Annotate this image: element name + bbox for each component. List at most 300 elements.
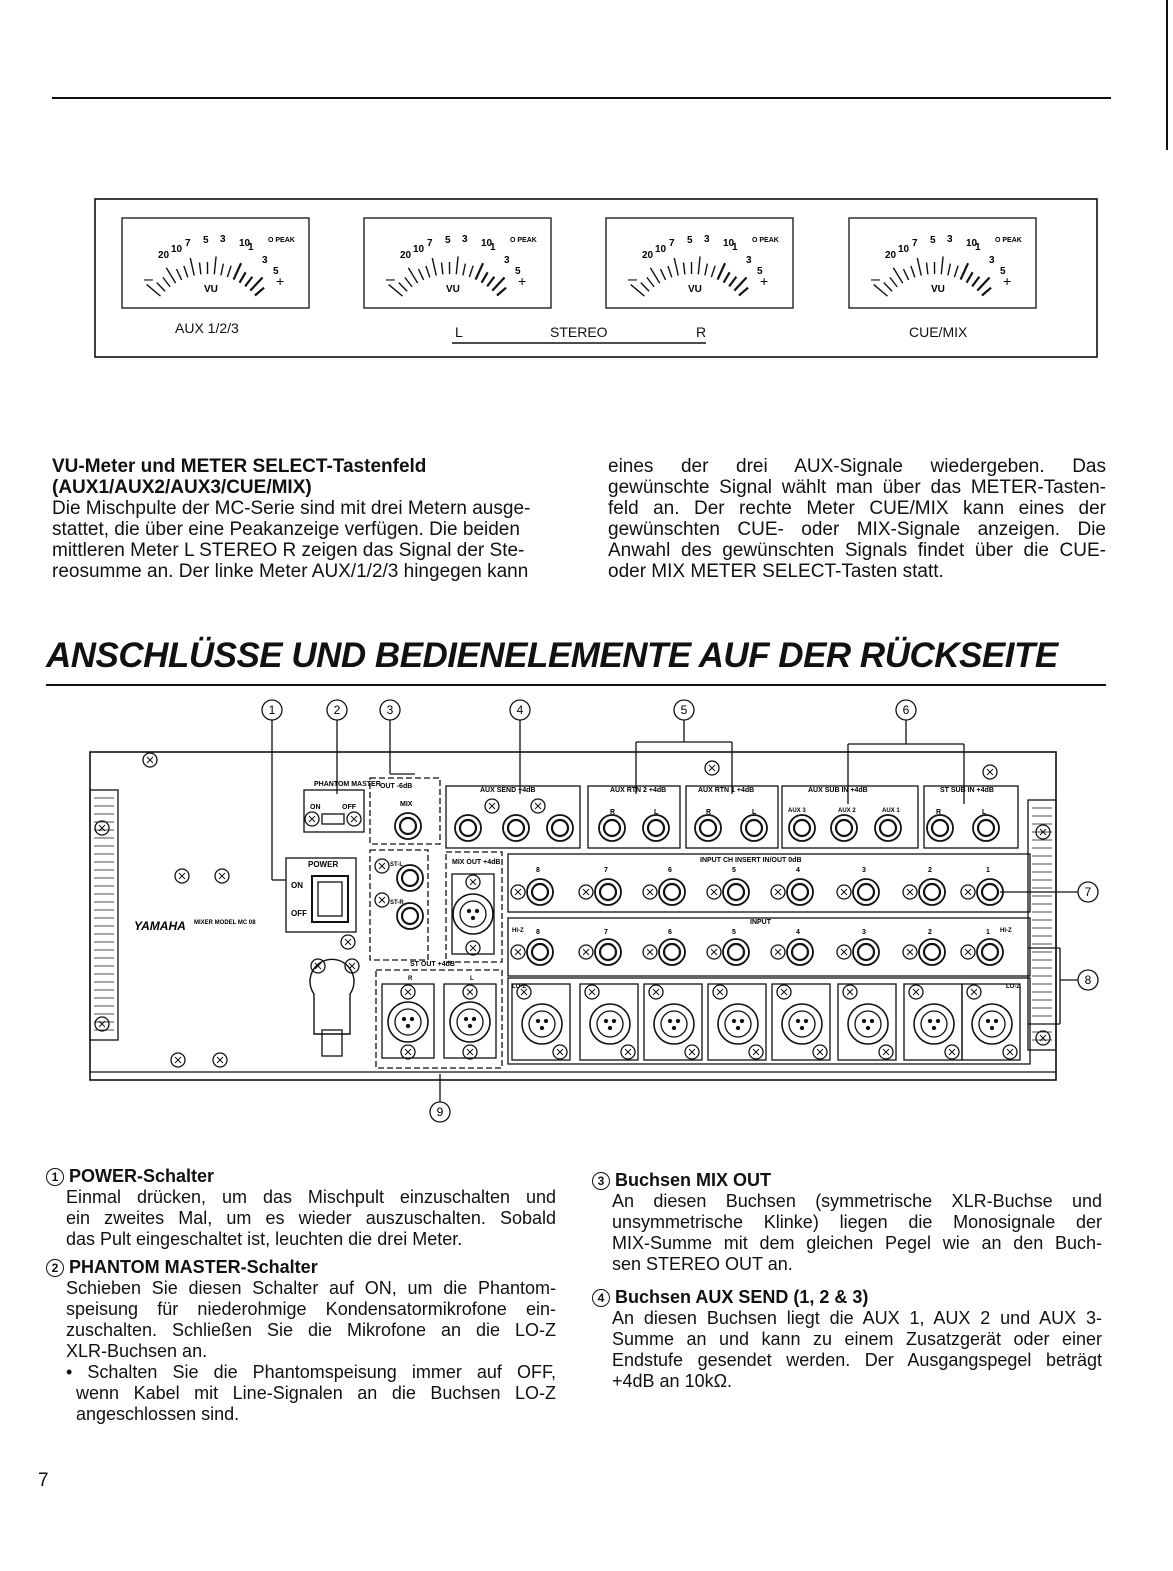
channel-number: 2 <box>928 929 932 936</box>
xlr-pin <box>867 1027 870 1030</box>
xlr-socket-icon <box>597 1011 623 1037</box>
vu-scale-number: 10 <box>723 238 735 249</box>
vu-scale-tick <box>245 277 252 287</box>
st-sub-box <box>924 786 1018 848</box>
phone-jack-icon <box>508 820 524 836</box>
vu-scale-tick <box>426 266 430 277</box>
plus-sign: + <box>760 273 769 289</box>
vu-scale-tick <box>476 263 483 279</box>
st-out-r: R <box>408 976 413 982</box>
phone-jack-icon <box>792 944 808 960</box>
vu-scale-tick <box>884 283 892 292</box>
vu-scale-tick <box>739 288 748 296</box>
item-4-body <box>592 1308 1102 1392</box>
item-4-line: Endstufe gesendet werden. Der Ausgangspegel beträgt <box>612 1350 1102 1370</box>
meter-label-aux: AUX 1/2/3 <box>175 320 239 336</box>
st-sub-label: ST SUB IN +4dB <box>940 787 994 794</box>
item-2-line: Schieben Sie diesen Schalter auf ON, um die Phantom- <box>66 1278 556 1298</box>
channel-number: 3 <box>862 929 866 936</box>
power-rocker <box>318 882 342 916</box>
callout-number: 7 <box>1084 885 1092 899</box>
vu-label: VU <box>204 284 218 295</box>
channel-number: 5 <box>732 929 736 936</box>
xlr-socket-icon <box>914 1004 954 1044</box>
minus-sign: – <box>871 271 880 288</box>
vu-scale-number: 5 <box>930 235 936 246</box>
meter-label-l: L <box>455 324 463 340</box>
xlr-socket-icon <box>972 1004 1012 1044</box>
phone-jack-icon <box>402 870 418 886</box>
xlr-pin <box>465 1018 468 1021</box>
xlr-pin <box>737 1027 740 1030</box>
phantom-label: PHANTOM MASTER <box>314 781 381 788</box>
aux-rtn1-label: AUX RTN 1 +4dB <box>698 787 755 794</box>
vu-scale-number: 5 <box>1000 266 1006 277</box>
item-3-body <box>592 1191 1102 1275</box>
xlr-pin <box>987 1020 990 1023</box>
vu-text-line: stattet, die über eine Peakanzeige verfügen. Die beiden <box>52 519 520 540</box>
plus-sign: + <box>518 273 527 289</box>
st-out-l-frame <box>444 984 496 1058</box>
vu-scale-tick <box>698 256 700 274</box>
minus-sign: – <box>144 271 153 288</box>
vu-scale-tick <box>163 277 170 287</box>
xlr-pin <box>677 1020 680 1023</box>
loz-label-right: LO-Z <box>1006 984 1020 990</box>
vu-scale-number: 5 <box>687 235 693 246</box>
callout-number: 1 <box>268 703 276 717</box>
vu-meter <box>849 218 1036 308</box>
aux2-label: AUX 2 <box>838 808 856 814</box>
xlr-socket-icon <box>522 1004 562 1044</box>
aux-rtn1-r: R <box>706 809 712 816</box>
channel-number: 6 <box>668 867 672 874</box>
phone-jack-icon <box>700 820 716 836</box>
insert-label: INPUT CH INSERT IN/OUT 0dB <box>700 857 802 864</box>
vu-scale-tick <box>492 277 504 290</box>
phone-jack-icon <box>460 820 476 836</box>
vu-scale-number: 3 <box>989 255 995 266</box>
vu-scale-tick <box>487 277 494 287</box>
vu-scale-tick <box>497 288 506 296</box>
aux-rtn2-l: L <box>654 809 659 816</box>
aux-send-box <box>446 786 580 848</box>
vu-scale-tick <box>641 283 649 292</box>
left-handle <box>90 790 118 1040</box>
item-2-bullet-line: wenn Kabel mit Line-Signalen an die Buchsen LO-Z <box>76 1383 556 1403</box>
vu-scale-tick <box>954 266 958 277</box>
item-3-line: unsymmetrische Klinke) liegen die Monosignale der <box>612 1212 1102 1232</box>
xlr-pin <box>797 1020 800 1023</box>
channel-number: 4 <box>796 929 800 936</box>
phone-jack-icon <box>982 884 998 900</box>
vu-scale-tick <box>972 277 979 287</box>
vu-scale-tick <box>418 269 423 280</box>
vu-scale-tick <box>647 277 654 287</box>
vu-scale-tick <box>441 262 442 274</box>
callout-number: 3 <box>386 703 394 717</box>
vu-scale-number: 3 <box>462 234 468 245</box>
phone-jack-icon <box>836 820 852 836</box>
vu-scale-number: 1 <box>248 242 254 253</box>
vu-text-line: gewünschten CUE- oder MIX-Signale anzeigen. Die <box>608 519 1106 540</box>
meter-label-stereo: STEREO <box>550 324 608 340</box>
vu-scale-tick <box>408 268 417 283</box>
plus-sign: + <box>276 273 285 289</box>
out-label: OUT -6dB <box>380 783 413 790</box>
vu-scale-tick <box>166 268 175 283</box>
vu-scale-tick <box>221 264 223 276</box>
phone-jack-icon <box>924 884 940 900</box>
vu-scale-tick <box>456 256 458 274</box>
aux-rtn2-r: R <box>610 809 616 816</box>
xlr-pin <box>472 917 475 920</box>
vu-scale-number: O PEAK <box>510 237 537 244</box>
vu-meter <box>122 218 309 308</box>
vu-scale-tick <box>482 272 488 282</box>
item-1-line: das Pult eingeschaltet ist, leuchten die drei Meter. <box>66 1229 463 1249</box>
xlr-socket-icon <box>590 1004 630 1044</box>
vu-scale-tick <box>711 266 715 277</box>
xlr-socket-icon <box>661 1011 687 1037</box>
xlr-socket-icon <box>395 1009 421 1035</box>
item-4-line: Summe an und kann zu einem Zusatzgerät oder einer <box>612 1329 1102 1349</box>
item-1-title-text: POWER-Schalter <box>69 1166 215 1186</box>
vu-scale-tick <box>890 277 897 287</box>
channel-number: 4 <box>796 867 800 874</box>
xlr-pin <box>605 1020 608 1023</box>
phone-jack-icon <box>600 944 616 960</box>
item-1-title <box>46 1166 556 1187</box>
st-out-l: L <box>470 976 474 982</box>
vu-text-line: feld an. Der rechte Meter CUE/MIX kann eines der <box>608 498 1106 519</box>
xlr-pin <box>669 1020 672 1023</box>
vu-scale-tick <box>961 263 968 279</box>
vu-scale-tick <box>234 263 241 279</box>
phone-jack-icon <box>600 884 616 900</box>
channel-number: 8 <box>536 867 540 874</box>
xlr-pin <box>801 1027 804 1030</box>
item-2-title-text: PHANTOM MASTER-Schalter <box>69 1257 318 1277</box>
vu-scale-number: 5 <box>757 266 763 277</box>
vu-scale-tick <box>184 266 188 277</box>
st-sub-r: R <box>936 809 942 816</box>
channel-number: 2 <box>928 867 932 874</box>
vu-scale-tick <box>683 262 684 274</box>
phone-jack-icon <box>978 820 994 836</box>
xlr-socket-icon <box>979 1011 1005 1037</box>
vu-scale-number: 20 <box>400 250 412 261</box>
xlr-socket-icon <box>450 1002 490 1042</box>
vu-scale-tick <box>724 272 730 282</box>
callout-number: 2 <box>333 703 341 717</box>
xlr-pin <box>741 1020 744 1023</box>
xlr-pin <box>403 1018 406 1021</box>
item-2-line: XLR-Buchsen an. <box>66 1341 208 1361</box>
xlr-pin <box>991 1027 994 1030</box>
phone-jack-icon <box>532 944 548 960</box>
vu-section-left <box>52 456 562 582</box>
vu-scale-tick <box>948 264 950 276</box>
vu-text-line: Die Mischpulte der MC-Serie sind mit drei Metern ausge- <box>52 498 531 519</box>
phone-jack-icon <box>932 820 948 836</box>
xlr-pin <box>733 1020 736 1023</box>
vu-scale-tick <box>463 264 465 276</box>
xlr-pin <box>407 1025 410 1028</box>
phone-jack-icon <box>880 820 896 836</box>
xlr-pin <box>545 1020 548 1023</box>
minus-sign: – <box>628 271 637 288</box>
channel-number: 8 <box>536 929 540 936</box>
item-3-title-text: Buchsen MIX OUT <box>615 1170 772 1190</box>
st-l-label: ST-L <box>390 862 403 868</box>
vu-scale-tick <box>199 262 200 274</box>
vu-scale-number: 1 <box>490 242 496 253</box>
vu-scale-tick <box>967 272 973 282</box>
channel-number: 7 <box>604 929 608 936</box>
xlr-pin <box>929 1020 932 1023</box>
xlr-pin <box>537 1020 540 1023</box>
power-on-label: ON <box>291 881 303 890</box>
vu-scale-tick <box>734 277 746 290</box>
vu-text-line: oder MIX METER SELECT-Tasten statt. <box>608 561 944 582</box>
xlr-pin <box>609 1027 612 1030</box>
vu-scale-number: O PEAK <box>268 237 295 244</box>
item-1-body <box>46 1187 556 1250</box>
vu-scale-number: 20 <box>885 250 897 261</box>
vu-scale-number: 3 <box>504 255 510 266</box>
callout-number: 4 <box>516 703 524 717</box>
xlr-pin <box>468 910 471 913</box>
aux-sub-label: AUX SUB IN +4dB <box>808 787 868 794</box>
vu-scale-tick <box>157 283 165 292</box>
phone-jack-icon <box>664 944 680 960</box>
input-hiz-box <box>508 918 1030 976</box>
vu-scale-number: 5 <box>445 235 451 246</box>
xlr-socket-icon <box>654 1004 694 1044</box>
vu-scale-tick <box>893 268 902 283</box>
vu-scale-tick <box>176 269 181 280</box>
xlr-socket-icon <box>529 1011 555 1037</box>
channel-number: 3 <box>862 867 866 874</box>
xlr-pin <box>805 1020 808 1023</box>
right-handle <box>1028 800 1056 1050</box>
st-sub-l: L <box>982 809 987 816</box>
loz-label-left: LO-Z <box>512 984 526 990</box>
xlr-socket-icon <box>453 894 493 934</box>
channel-number: 1 <box>986 867 990 874</box>
xlr-pin <box>673 1027 676 1030</box>
xlr-socket-icon <box>789 1011 815 1037</box>
callout-number: 6 <box>902 703 910 717</box>
chassis-outline <box>90 752 1056 1080</box>
item-3-number: 3 <box>592 1172 610 1190</box>
items-left <box>46 1166 556 1425</box>
vu-scale-tick <box>941 256 943 274</box>
vu-meter <box>364 218 551 308</box>
vu-scale-tick <box>917 258 921 276</box>
vu-scale-number: 10 <box>481 238 493 249</box>
vu-scale-tick <box>903 269 908 280</box>
hiz-label-right: HI-Z <box>1000 928 1012 934</box>
phantom-on-label: ON <box>310 804 321 811</box>
vu-scale-tick <box>718 263 725 279</box>
vu-scale-number: 5 <box>273 266 279 277</box>
mix-out-label: MIX OUT +4dB <box>452 859 501 866</box>
st-out-r-frame <box>382 984 434 1058</box>
vu-scale-number: 7 <box>912 238 918 249</box>
st-r-label: ST-R <box>390 900 404 906</box>
xlr-pin <box>863 1020 866 1023</box>
channel-number: 1 <box>986 929 990 936</box>
phone-jack-icon <box>858 944 874 960</box>
meter-label-r: R <box>696 324 707 340</box>
vu-scale-number: 3 <box>262 255 268 266</box>
xlr-socket-icon <box>855 1011 881 1037</box>
item-2-bullet-line: • Schalten Sie die Phantomspeisung immer auf OFF, <box>66 1362 556 1382</box>
phone-jack-icon <box>552 820 568 836</box>
vu-scale-number: 1 <box>732 242 738 253</box>
input-label: INPUT <box>750 919 771 926</box>
edge-mark <box>1166 0 1168 150</box>
vu-scale-number: 10 <box>171 244 183 255</box>
vu-scale-tick <box>469 266 473 277</box>
heading-rule <box>46 684 1106 686</box>
vu-label: VU <box>931 284 945 295</box>
vu-label: VU <box>688 284 702 295</box>
xlr-socket-icon <box>725 1011 751 1037</box>
vu-text-line: eines der drei AUX-Signale wiedergeben. Das <box>608 456 1106 477</box>
power-switch-panel <box>286 858 356 932</box>
xlr-pin <box>469 1025 472 1028</box>
aux-send-label: AUX SEND +4dB <box>480 787 536 794</box>
phone-jack-icon <box>794 820 810 836</box>
item-2-bullet <box>46 1362 556 1425</box>
vu-text-line: mittleren Meter L STEREO R zeigen das Signal der Ste- <box>52 540 525 561</box>
items-right <box>592 1170 1102 1392</box>
vu-title-line2: (AUX1/AUX2/AUX3/CUE/MIX) <box>52 477 312 498</box>
item-1-line: ein zweites Mal, um es wieder auszuschalten. Sobald <box>66 1208 556 1228</box>
vu-label: VU <box>446 284 460 295</box>
vu-scale-number: 3 <box>947 234 953 245</box>
aux1-label: AUX 1 <box>882 808 900 814</box>
vu-scale-tick <box>668 266 672 277</box>
vu-scale-number: 1 <box>975 242 981 253</box>
xlr-socket-icon <box>457 1009 483 1035</box>
page-number: 7 <box>38 1470 49 1491</box>
vu-scale-tick <box>405 277 412 287</box>
vu-scale-number: 3 <box>220 234 226 245</box>
hiz-label-left: HI-Z <box>512 928 524 934</box>
vu-title-line1: VU-Meter und METER SELECT-Tastenfeld <box>52 456 427 477</box>
mix-out-xlr-frame <box>452 874 494 954</box>
vu-scale-number: 7 <box>427 238 433 249</box>
item-4-number: 4 <box>592 1289 610 1307</box>
vu-scale-number: 5 <box>203 235 209 246</box>
vu-scale-tick <box>255 288 264 296</box>
vu-scale-number: 3 <box>704 234 710 245</box>
vu-scale-tick <box>432 258 436 276</box>
vu-text-line: gewünschte Signal wählt man über das METER-Tasten- <box>608 477 1106 498</box>
vu-scale-number: 5 <box>515 266 521 277</box>
phone-jack-icon <box>402 908 418 924</box>
phantom-slide-switch-icon <box>322 814 344 824</box>
phone-jack-icon <box>746 820 762 836</box>
callout-number: 9 <box>436 1105 444 1119</box>
item-3-title <box>592 1170 1102 1191</box>
vu-scale-number: 10 <box>655 244 667 255</box>
xlr-pin <box>995 1020 998 1023</box>
phone-jack-icon <box>728 884 744 900</box>
rear-panel-diagram <box>60 694 1110 1134</box>
vu-scale-tick <box>399 283 407 292</box>
vu-meter <box>606 218 793 308</box>
aux-rtn2-label: AUX RTN 2 +4dB <box>610 787 667 794</box>
main-heading: ANSCHLÜSSE UND BEDIENELEMENTE AUF DER RÜCKSEITE <box>46 636 1058 675</box>
item-2-number: 2 <box>46 1259 64 1277</box>
vu-scale-number: 10 <box>239 238 251 249</box>
meter-label-cue: CUE/MIX <box>909 324 968 340</box>
item-1-line: Einmal drücken, um das Mischpult einzuschalten und <box>66 1187 556 1207</box>
vu-scale-tick <box>660 269 665 280</box>
vu-scale-number: O PEAK <box>752 237 779 244</box>
vu-scale-tick <box>911 266 915 277</box>
xlr-pin <box>613 1020 616 1023</box>
top-rule <box>52 97 1111 99</box>
power-off-label: OFF <box>291 909 307 918</box>
brand-logo: YAMAHA <box>134 919 186 933</box>
vu-scale-tick <box>982 288 991 296</box>
callout-number: 8 <box>1084 973 1092 987</box>
phone-jack-icon <box>664 884 680 900</box>
xlr-socket-icon <box>921 1011 947 1037</box>
vu-text-line: reosumme an. Der linke Meter AUX/1/2/3 hingegen kann <box>52 561 529 582</box>
st-out-label: ST OUT +4dB <box>410 961 455 968</box>
vu-scale-tick <box>190 258 194 276</box>
vu-scale-tick <box>926 262 927 274</box>
vu-scale-tick <box>729 277 736 287</box>
plus-sign: + <box>1003 273 1012 289</box>
phone-jack-icon <box>728 944 744 960</box>
item-3-line: An diesen Buchsen (symmetrische XLR-Buchse und <box>612 1191 1102 1211</box>
xlr-pin <box>473 1018 476 1021</box>
xlr-pin <box>933 1027 936 1030</box>
callout-number: 5 <box>680 703 688 717</box>
phone-jack-icon <box>792 884 808 900</box>
aux3-label: AUX 3 <box>788 808 806 814</box>
vu-scale-number: 10 <box>413 244 425 255</box>
item-1-number: 1 <box>46 1168 64 1186</box>
phone-jack-icon <box>858 884 874 900</box>
vu-scale-number: 20 <box>642 250 654 261</box>
vu-scale-number: 3 <box>746 255 752 266</box>
xlr-pin <box>411 1018 414 1021</box>
phone-jack-icon <box>982 944 998 960</box>
vu-scale-tick <box>650 268 659 283</box>
vu-scale-number: 10 <box>898 244 910 255</box>
minus-sign: – <box>386 271 395 288</box>
phone-jack-icon <box>924 944 940 960</box>
vu-text-line: Anwahl des gewünschten Signals findet über die CUE- <box>608 540 1106 561</box>
item-3-line: MIX-Summe mit dem gleichen Pegel wie an den Buch- <box>612 1233 1102 1253</box>
channel-number: 5 <box>732 867 736 874</box>
vu-scale-tick <box>214 256 216 274</box>
phone-jack-icon <box>604 820 620 836</box>
vu-scale-tick <box>977 277 989 290</box>
vu-scale-tick <box>705 264 707 276</box>
vu-scale-tick <box>227 266 231 277</box>
xlr-pin <box>937 1020 940 1023</box>
